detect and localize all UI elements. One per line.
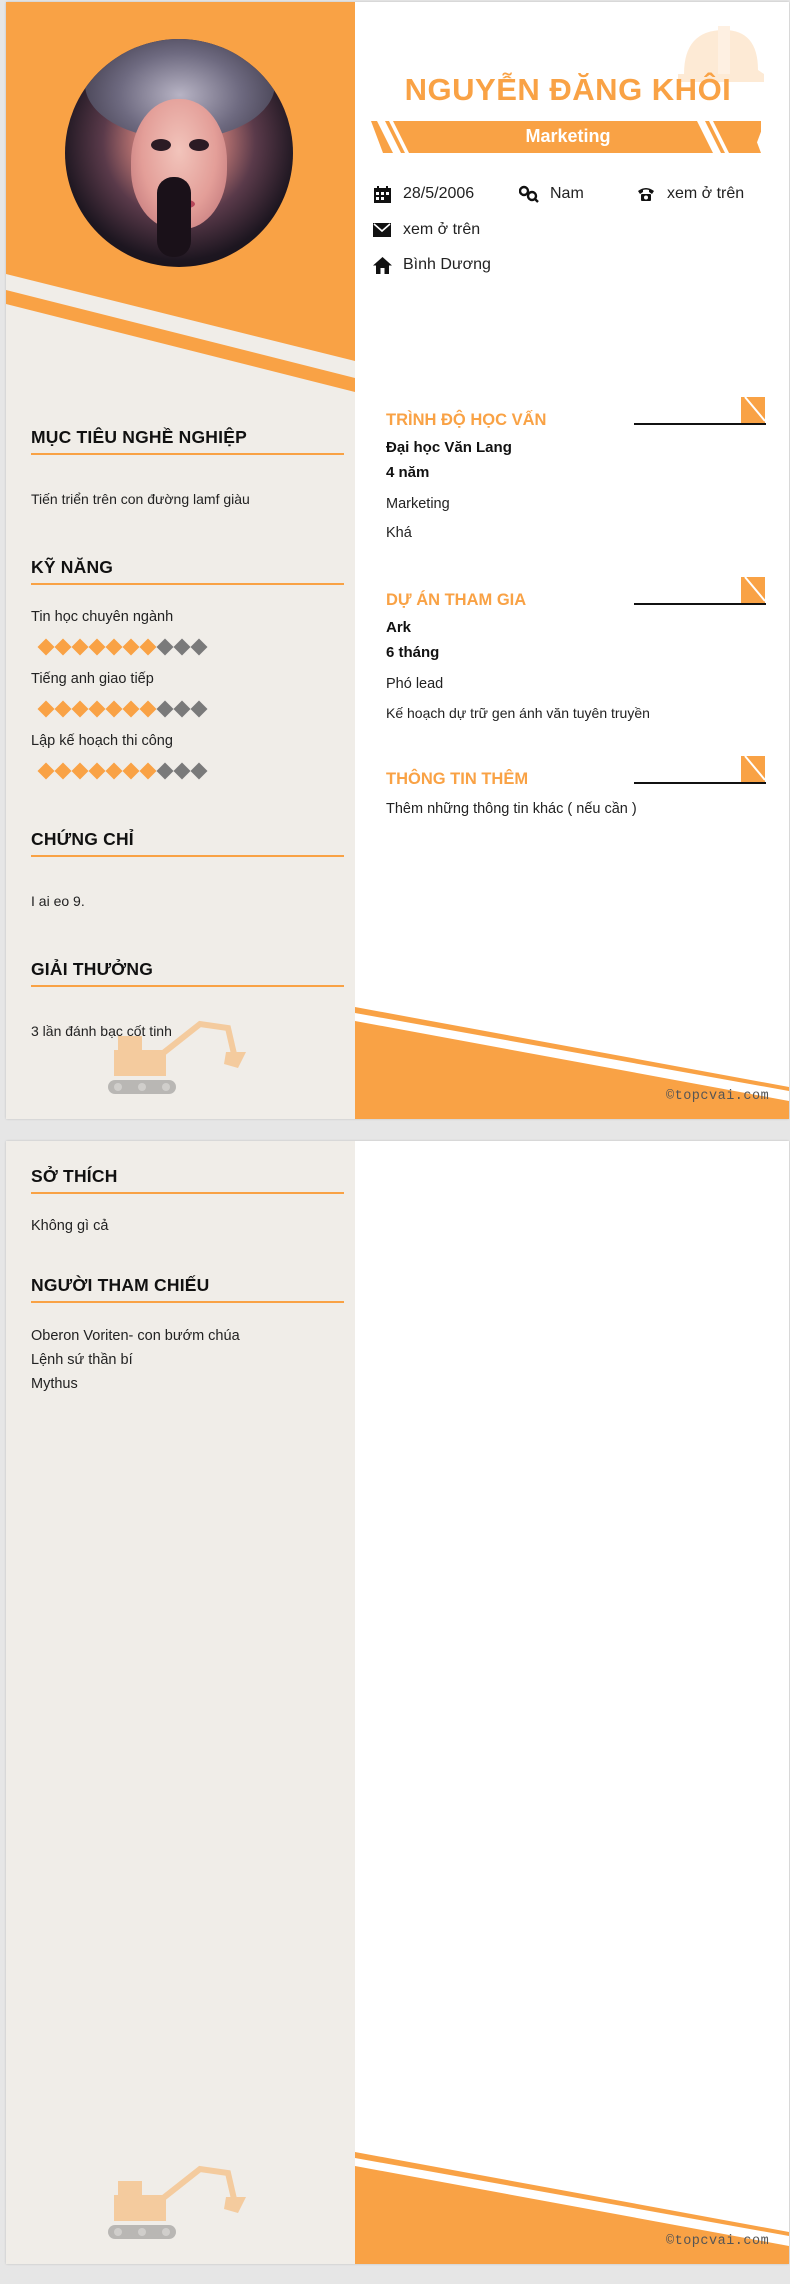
extra-info-divider (634, 782, 766, 784)
objective-text[interactable]: Tiến triển trên con đường lamf giàu (31, 491, 250, 507)
calendar-icon (371, 183, 393, 205)
skill-dot-filled (89, 701, 106, 718)
skill-dot-filled (55, 763, 72, 780)
skill-dot-filled (123, 763, 140, 780)
home-icon (371, 254, 393, 276)
cv-page-1 (6, 2, 789, 1119)
skill-dot-filled (89, 763, 106, 780)
extra-info-heading: THÔNG TIN THÊM (386, 770, 529, 788)
skill-dot-filled (38, 639, 55, 656)
birthday-value[interactable]: 28/5/2006 (403, 185, 475, 202)
skill-dot-empty (191, 763, 208, 780)
projects-heading: DỰ ÁN THAM GIA (386, 591, 527, 609)
project-duration[interactable]: 6 tháng (386, 644, 440, 661)
address-value[interactable]: Bình Dương (403, 256, 491, 273)
education-divider (634, 423, 766, 425)
skill-dot-filled (38, 701, 55, 718)
projects-divider (634, 603, 766, 605)
reference-item[interactable]: Oberon Voriten- con bướm chúa (31, 1328, 240, 1344)
sidebar-background (6, 1141, 355, 2264)
skills-heading: KỸ NĂNG (31, 557, 114, 577)
job-title[interactable]: Marketing (525, 126, 611, 146)
extra-info-corner-mark (741, 756, 765, 782)
skill-dot-filled (140, 701, 157, 718)
skill-rating[interactable] (39, 639, 206, 655)
gender-value[interactable]: Nam (550, 185, 584, 202)
education-grade[interactable]: Khá (386, 525, 412, 541)
envelope-icon (371, 219, 393, 241)
skills-divider (31, 583, 344, 585)
objective-heading: MỤC TIÊU NGHỀ NGHIỆP (31, 427, 247, 447)
references-heading: NGƯỜI THAM CHIẾU (31, 1275, 210, 1295)
skill-dot-filled (106, 701, 123, 718)
skill-name[interactable]: Tiếng anh giao tiếp (31, 671, 154, 687)
education-duration[interactable]: 4 năm (386, 464, 430, 481)
gender-row (518, 183, 584, 205)
project-role[interactable]: Phó lead (386, 676, 444, 692)
phone-value[interactable]: xem ở trên (667, 185, 745, 202)
certificates-text[interactable]: I ai eo 9. (31, 893, 85, 909)
awards-divider (31, 985, 344, 987)
skill-name[interactable]: Lập kế hoạch thi công (31, 733, 173, 749)
reference-item[interactable]: Lệnh sứ thần bí (31, 1352, 133, 1368)
hobbies-heading: SỞ THÍCH (31, 1166, 118, 1186)
hobbies-divider (31, 1192, 344, 1194)
skill-dot-empty (174, 639, 191, 656)
email-row (371, 219, 480, 241)
skill-dot-filled (123, 639, 140, 656)
watermark: ©topcvai.com (666, 1089, 770, 1104)
hobbies-text[interactable]: Không gì cả (31, 1218, 109, 1234)
certificates-divider (31, 855, 344, 857)
excavator-icon (108, 1020, 250, 1100)
skill-dot-filled (140, 763, 157, 780)
phone-icon (635, 183, 657, 205)
skill-dot-empty (157, 639, 174, 656)
education-corner-mark (741, 397, 765, 423)
skill-dot-empty (157, 763, 174, 780)
skill-rating[interactable] (39, 701, 206, 717)
references-divider (31, 1301, 344, 1303)
education-heading: TRÌNH ĐỘ HỌC VẤN (386, 411, 547, 429)
watermark: ©topcvai.com (666, 2234, 770, 2249)
address-row (371, 254, 491, 276)
project-name[interactable]: Ark (386, 619, 412, 636)
skill-dot-filled (89, 639, 106, 656)
skill-dot-filled (72, 701, 89, 718)
skill-dot-empty (157, 701, 174, 718)
skill-dot-filled (38, 763, 55, 780)
projects-corner-mark (741, 577, 765, 603)
skill-dot-filled (140, 639, 157, 656)
skill-dot-filled (106, 639, 123, 656)
awards-text[interactable]: 3 lần đánh bạc cốt tinh (31, 1023, 172, 1039)
birthday-row (371, 183, 474, 205)
education-school[interactable]: Đại học Văn Lang (386, 439, 512, 456)
phone-row (635, 183, 744, 205)
project-description[interactable]: Kế hoạch dự trữ gen ánh văn tuyên truyền (386, 705, 650, 721)
skill-dot-empty (191, 701, 208, 718)
skill-dot-empty (174, 701, 191, 718)
certificates-heading: CHỨNG CHỈ (31, 829, 134, 849)
references-list (31, 1324, 240, 1396)
skill-name[interactable]: Tin học chuyên ngành (31, 609, 174, 625)
skill-dot-filled (123, 701, 140, 718)
education-major[interactable]: Marketing (386, 496, 450, 512)
skill-dot-filled (72, 763, 89, 780)
skill-dot-filled (55, 639, 72, 656)
extra-info-text[interactable]: Thêm những thông tin khác ( nếu cần ) (386, 801, 637, 817)
gender-icon (518, 183, 540, 205)
profile-photo[interactable] (65, 39, 293, 267)
objective-divider (31, 453, 344, 455)
awards-heading: GIẢI THƯỞNG (31, 959, 154, 979)
skill-dot-empty (174, 763, 191, 780)
skill-dot-filled (72, 639, 89, 656)
skill-dot-empty (191, 639, 208, 656)
cv-page-2 (6, 1141, 789, 2264)
reference-item[interactable]: Mythus (31, 1376, 78, 1392)
candidate-name[interactable]: NGUYỄN ĐĂNG KHÔI (404, 72, 732, 107)
skill-dot-filled (106, 763, 123, 780)
email-value[interactable]: xem ở trên (403, 221, 481, 238)
skill-dot-filled (55, 701, 72, 718)
skill-rating[interactable] (39, 763, 206, 779)
excavator-icon (108, 2165, 250, 2245)
